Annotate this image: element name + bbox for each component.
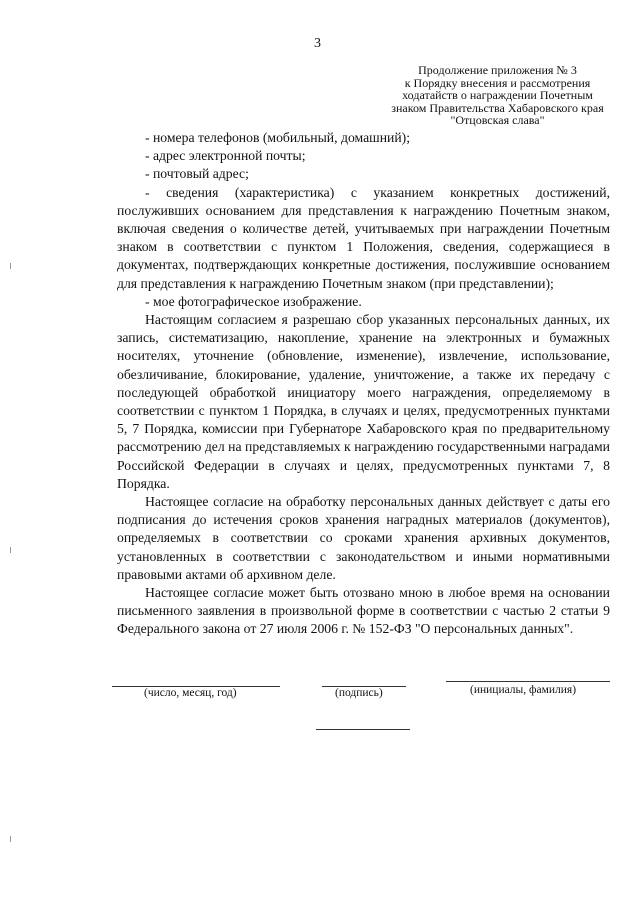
header-line: знаком Правительства Хабаровского края <box>391 100 604 115</box>
list-item-achievements: - сведения (характеристика) с указанием конкретных достижений, послуживших основанием для представления к награждению Почетным знаком, включая сведения о количестве детей, учитываемых при награждении Почетным знаком в соответствии с пунктом 1 Положения, сведения, содержащиеся в документах, подтверждающих конкретные достижения, послужившие основанием для представления к награждению Почетным знаком (при представлении); <box>117 184 610 291</box>
initials-signature-line <box>446 681 610 682</box>
list-item-phone: - номера телефонов (мобильный, домашний); <box>145 130 411 145</box>
header-line: "Отцовская слава" <box>450 113 545 127</box>
consent-revocation-paragraph: Настоящее согласие может быть отозвано мною в любое время на основании письменного заявления в произвольной форме в соответствии с частью 2 статьи 9 Федерального закона от 27 июля 2006 г. № 152-ФЗ "О персональных данных". <box>117 585 610 637</box>
list-item-postal-address: - почтовый адрес; <box>145 166 249 182</box>
initials-label: (инициалы, фамилия) <box>470 684 577 696</box>
date-label: (число, месяц, год) <box>144 687 237 699</box>
consent-scope-paragraph: Настоящим согласием я разрешаю сбор указанных персональных данных, их запись, систематизацию, накопление, хранение на электронных и бумажных носителях, уточнение (обновление, изменение), извлечение, использование, обезличивание, блокирование, удаление, уничтожение, а также их передачу с последующей обработкой инициатору моего награждения, определяемому в соответствии с пунктом 1 Порядка, в случаях и целях, предусмотренных пунктами 5, 7 Порядка, комиссии при Губернаторе Хабаровского края по предварительному рассмотрению дел на представляемых к награждению государственными наградами Российской Федерации в случаях и целях, предусмотренных пунктами 7, 8 Порядка. <box>117 312 610 491</box>
scan-margin-mark <box>10 836 11 842</box>
header-line: к Порядку внесения и рассмотрения <box>404 75 591 90</box>
appendix-header <box>375 64 620 127</box>
header-line: Продолжение приложения № 3 <box>418 63 577 77</box>
scan-margin-mark <box>10 547 11 553</box>
list-item-email: - адрес электронной почты; <box>145 148 306 164</box>
document-body <box>117 129 610 639</box>
list-item-photo: - мое фотографическое изображение. <box>145 293 362 309</box>
page-number: 3 <box>314 36 321 51</box>
header-line: ходатайств о награждении Почетным <box>402 88 593 102</box>
scan-margin-mark <box>10 263 11 269</box>
consent-duration-paragraph: Настоящее согласие на обработку персональных данных действует с даты его подписания до истечения сроков хранения наградных материалов (документов), определяемых в соответствии со сроками хранения архивных документов, установленных в соответствии с законодательством и иными нормативными правовыми актами об архивном деле. <box>117 494 610 582</box>
signature-label: (подпись) <box>335 687 383 699</box>
separator-line <box>316 729 410 730</box>
